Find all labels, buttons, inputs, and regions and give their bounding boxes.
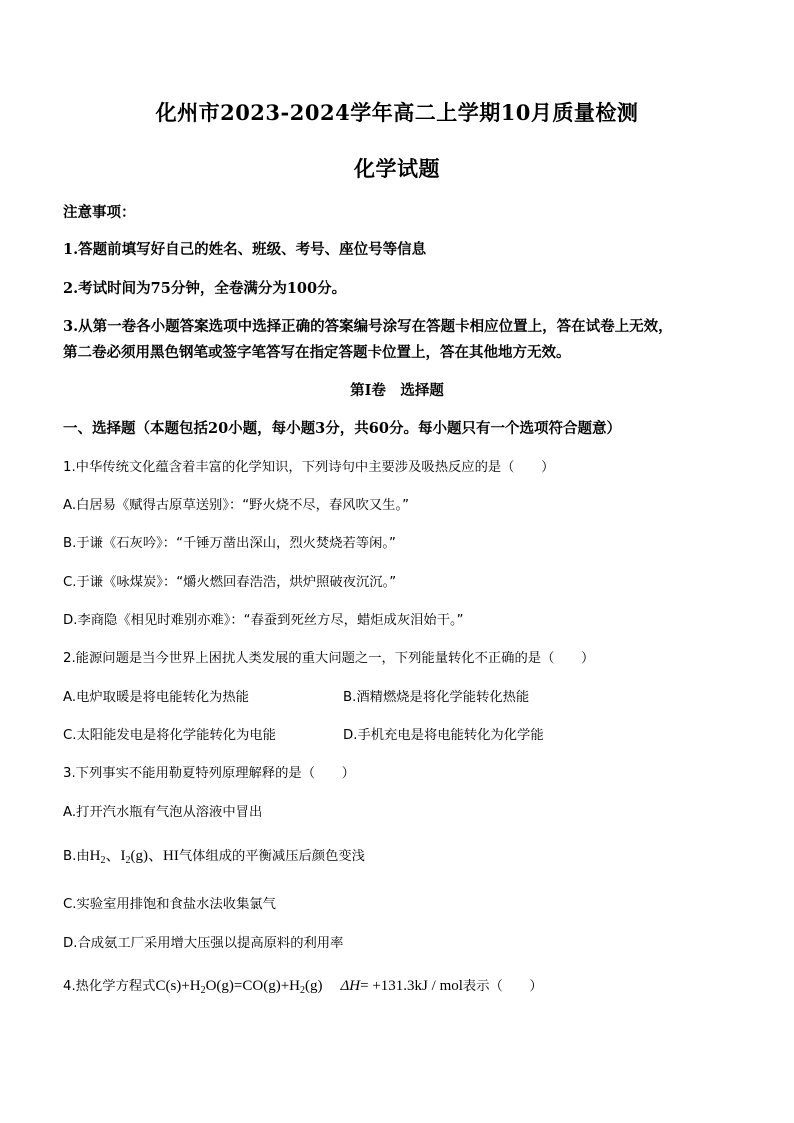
notice-item-3: 3.从第一卷各小题答案选项中选择正确的答案编号涂写在答题卡相应位置上，答在试卷上无效， bbox=[63, 318, 673, 335]
question-2-option-c: C.太阳能发电是将化学能转化为电能 bbox=[63, 728, 276, 743]
question-3-option-b bbox=[63, 844, 365, 865]
page-subtitle: 化学试题 bbox=[354, 156, 440, 181]
question-3-option-a: A.打开汽水瓶有气泡从溶液中冒出 bbox=[63, 805, 263, 820]
question-1-option-d: D.李商隐《相见时难别亦难》：“春蚕到死丝方尽，蜡炬成灰泪始干。” bbox=[63, 613, 464, 628]
question-2-option-d: D.手机充电是将电能转化为化学能 bbox=[343, 728, 544, 743]
volume-title: 第Ⅰ卷 选择题 bbox=[350, 382, 444, 399]
delta-h-value: = +131.3kJ / mol bbox=[360, 978, 463, 994]
question-1-stem: 1.中华传统文化蕴含着丰富的化学知识，下列诗句中主要涉及吸热反应的是（ ） bbox=[63, 460, 555, 475]
delta-h-symbol: ΔH bbox=[340, 978, 361, 994]
question-2-option-b: B.酒精燃烧是将化学能转化热能 bbox=[343, 690, 530, 705]
option-b-prefix: B.由 bbox=[63, 849, 90, 864]
option-b-suffix: 气体组成的平衡减压后颜色变浅 bbox=[178, 849, 365, 864]
question-4-prefix: 4.热化学方程式 bbox=[63, 979, 156, 994]
question-2-stem: 2.能源问题是当今世界上困扰人类发展的重大问题之一，下列能量转化不正确的是（ ） bbox=[63, 651, 595, 666]
page-title: 化州市2023-2024学年高二上学期10月质量检测 bbox=[155, 100, 639, 125]
notice-item-3-continued: 第二卷必须用黑色钢笔或签字笔答写在指定答题卡位置上，答在其他地方无效。 bbox=[63, 344, 571, 361]
question-1-option-c: C.于谦《咏煤炭》：“爝火燃回春浩浩，烘炉照破夜沉沉。” bbox=[63, 575, 397, 590]
thermochemical-equation: $C(s)+H_2O(g)=CO(g)+H_2(g)$ bbox=[155, 978, 323, 996]
notice-heading: 注意事项： bbox=[63, 204, 136, 221]
question-3-option-c: C.实验室用排饱和食盐水法收集氯气 bbox=[63, 897, 276, 912]
question-4-suffix: 表示（ ） bbox=[462, 979, 543, 994]
question-1-option-b: B.于谦《石灰吟》：“千锤万凿出深山，烈火焚烧若等闲。” bbox=[63, 536, 396, 551]
question-3-stem: 3.下列事实不能用勒夏特列原理解释的是（ ） bbox=[63, 766, 355, 781]
question-3-option-d: D.合成氨工厂采用增大压强以提高原料的利用率 bbox=[63, 936, 344, 951]
question-4-stem bbox=[63, 975, 543, 995]
notice-item-2: 2.考试时间为75分钟，全卷满分为100分。 bbox=[63, 280, 347, 297]
question-1-option-a: A.白居易《赋得古原草送别》：“野火烧不尽，春风吹又生。” bbox=[63, 498, 409, 513]
question-2-option-a: A.电炉取暖是将电能转化为热能 bbox=[63, 690, 249, 705]
part-title: 一、选择题（本题包括20小题，每小题3分，共60分。每小题只有一个选项符合题意） bbox=[63, 420, 621, 437]
chemical-species-formula: $H_2$、$I_2(g)$、HI bbox=[89, 848, 179, 866]
notice-item-1: 1.答题前填写好自己的姓名、班级、考号、座位号等信息 bbox=[63, 241, 427, 258]
